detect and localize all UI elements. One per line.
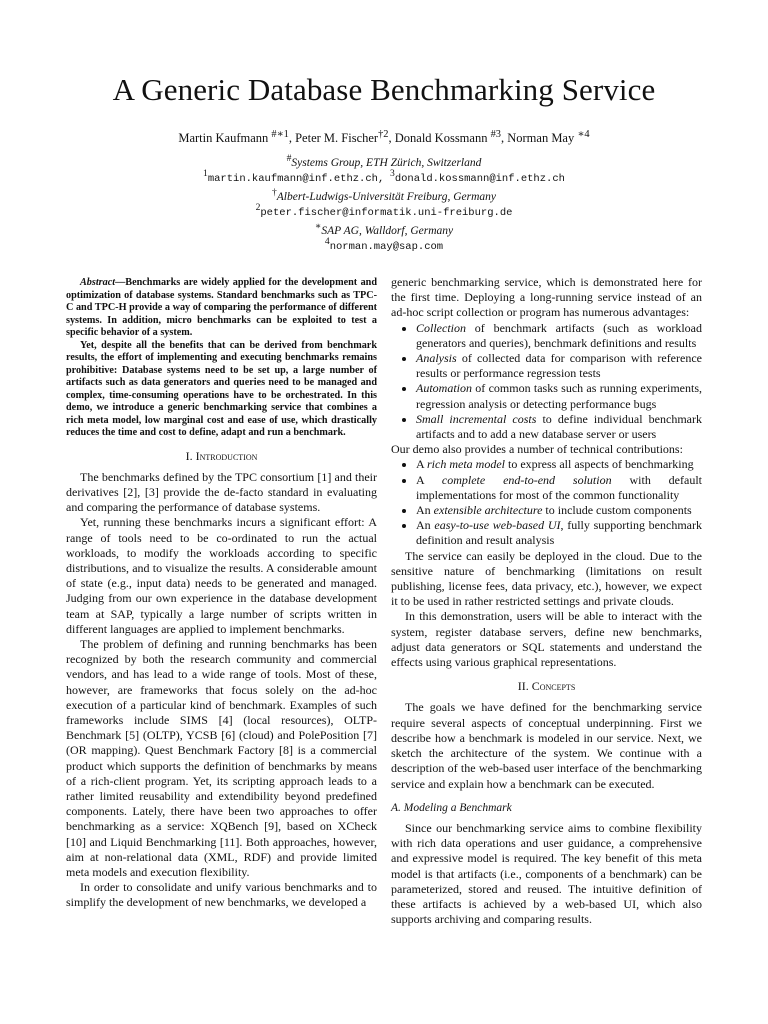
list-item: • Small incremental costs to define individual benchmark artifacts and to add a new database server or users (416, 412, 702, 442)
body-paragraph: Our demo also provides a number of technical contributions: (391, 442, 683, 457)
email-link[interactable]: norman.may@sap.com (329, 240, 444, 253)
body-paragraph: The benchmarks defined by the TPC consortium [1] and their derivatives [2], [3] provide the de-facto standard in evaluating and comparing the performance of database systems. (66, 469, 377, 515)
author-name: Donald Kossmann (394, 131, 488, 146)
body-paragraph: The goals we have defined for the benchmarking service require several aspects of conceptual underpinning. First we describe how a benchmark is modeled in our service. Next, we sketch the architecture of the system. We continue with a description of the web-based user interface of the benchmarking service and explain how a benchmark can be executed. (391, 700, 702, 791)
body-paragraph: In order to consolidate and unify various benchmarks and to simplify the development of new benchmarks, we developed a (66, 880, 377, 910)
affiliation-eth: #Systems Group, ETH Zürich, Switzerland (286, 153, 482, 169)
abstract-paragraph: Abstract—Benchmarks are widely applied for the development and optimization of database systems. Standard benchmarks such as TPC-C and TPC-H provide a way of comparing the performance of different systems. In addition, micro benchmarks can be exploited to test a specific behavior of a system. (66, 277, 377, 338)
advantages-list (391, 321, 702, 443)
contributions-list (391, 457, 702, 548)
email-link[interactable]: donald.kossmann@inf.ethz.ch (394, 172, 565, 185)
author-list: Martin Kaufmann $^{\#∗1}$, Peter M. Fischer$^{\dagger 2}$, Donald Kossmann $^{\#3}$, Norman May $^{∗4}$ (178, 129, 590, 146)
email-link[interactable]: peter.fischer@informatik.uni-freiburg.de (260, 206, 513, 219)
list-item: • A rich meta model to express all aspects of benchmarking (416, 457, 702, 472)
author-marker: #3 (490, 129, 501, 140)
author-name: Martin Kaufmann (178, 131, 269, 146)
body-paragraph: The service can easily be deployed in the cloud. Due to the sensitive nature of benchmarking (limitations on result publishing, license fees, data privacy, etc.), however, we expect it to be used in rather restricted settings and private clouds. (391, 548, 702, 609)
body-paragraph: The problem of defining and running benchmarks has been recognized by both the research community and commercial vendors, and has lead to a wide range of tools. Most of these, however, are frameworks that focus solely on the ad-hoc execution of a particular kind of benchmark. Examples of such frameworks include SIMS [4] (local resources), OLTP-Benchmark [5] (OLTP), YCSB [6] (cloud) and PolePosition [7] (OR mapping). Quest Benchmark Factory [8] is a commercial product which supports the definition of benchmarks by means of a rich-client program. Yet, its scripting approach leads to a rather limited reusability and extendibility beyond predefined components. Lately, there have been two approaches to offer benchmarking as a service: XQBench [9], based on XCheck [10] and Liquid Benchmarking [11]. Both approaches, however, aim at non-relational data (XML, RDF) and provide limited meta models and execution flexibility. (66, 636, 377, 879)
body-paragraph: generic benchmarking service, which is demonstrated here for the first time. Deploying a long-running service instead of an ad-hoc script collection or program has numerous advantages: (391, 275, 702, 320)
list-item: • Collection of benchmark artifacts (such as workload generators and queries), benchmark definitions and results (416, 321, 702, 351)
list-item: • An extensible architecture to include custom components (416, 503, 702, 518)
list-item: • An easy-to-use web-based UI, fully supporting benchmark definition and result analysis (416, 518, 702, 548)
subsection-heading: A. Modeling a Benchmark (391, 801, 512, 814)
email-line-1: $^1$martin.kaufmann@inf.ethz.ch, $^3$donald.kossmann@inf.ethz.ch (203, 168, 565, 185)
author-name: Peter M. Fischer (295, 131, 379, 146)
paper-title: A Generic Database Benchmarking Service (112, 72, 656, 107)
section-heading: II. Concepts (517, 679, 576, 694)
list-item: • Automation of common tasks such as running experiments, regression analysis or detecting performance bugs (416, 381, 702, 411)
author-name: Norman May (507, 131, 575, 146)
email-link[interactable]: martin.kaufmann@inf.ethz.ch, (207, 172, 385, 185)
affiliation-freiburg: †Albert-Ludwigs-Universität Freiburg, Germany (271, 187, 497, 203)
body-paragraph: In this demonstration, users will be able to interact with the system, register database servers, define new benchmarks, adjust data generators or SQL statements and understand the effects using various graphical representations. (391, 609, 702, 670)
abstract-paragraph: Yet, despite all the benefits that can be derived from benchmark results, the effort of implementing and executing benchmarks remains prohibitive: Database systems need to be set up, a large number of artifacts such as data generators and queries need to be managed and complex, time-consuming operations have to be orchestrated. In this demo, we introduce a generic benchmarking service that combines a rich meta model, low marginal cost and ease of use, which drastically reduces the time and cost to define, adapt and run a benchmark. (66, 339, 377, 438)
body-paragraph: Yet, running these benchmarks incurs a significant effort: A range of tools need to be co-ordinated to run the actual workloads, to modify the workloads according to specific distributions, and to visualize the results. A considerable amount of state (e.g., input data) needs to be generated and managed. Judging from our own experience in the database development team at SAP, typically a large number of scripts written in different languages are applied to implement benchmarks. (66, 515, 377, 636)
email-line-3: $^4$norman.may@sap.com (324, 236, 444, 253)
affiliation-sap: ∗SAP AG, Walldorf, Germany (314, 221, 454, 237)
section-heading: I. Introduction (185, 448, 258, 463)
email-line-2: $^2$peter.fischer@informatik.uni-freiburg.de (255, 202, 513, 219)
author-marker: #∗1 (271, 129, 289, 140)
body-paragraph: Since our benchmarking service aims to combine flexibility with rich data operations and user guidance, a comprehensive and expressive model is required. The key benefit of this meta model is that artifacts (i.e., components of a benchmark) can be parameterized, stored and reused. The intuitive definition of these artifacts is achieved by a web-based UI, which also supports archiving and comparing results. (391, 820, 702, 927)
list-item: • Analysis of collected data for comparison with reference results or performance regression tests (416, 351, 702, 381)
author-marker: ∗4 (577, 129, 590, 140)
left-column (66, 277, 377, 911)
author-marker: †2 (378, 129, 389, 140)
right-column (391, 275, 702, 927)
list-item: • A complete end-to-end solution with default implementations for most of the common functionality (416, 473, 702, 503)
